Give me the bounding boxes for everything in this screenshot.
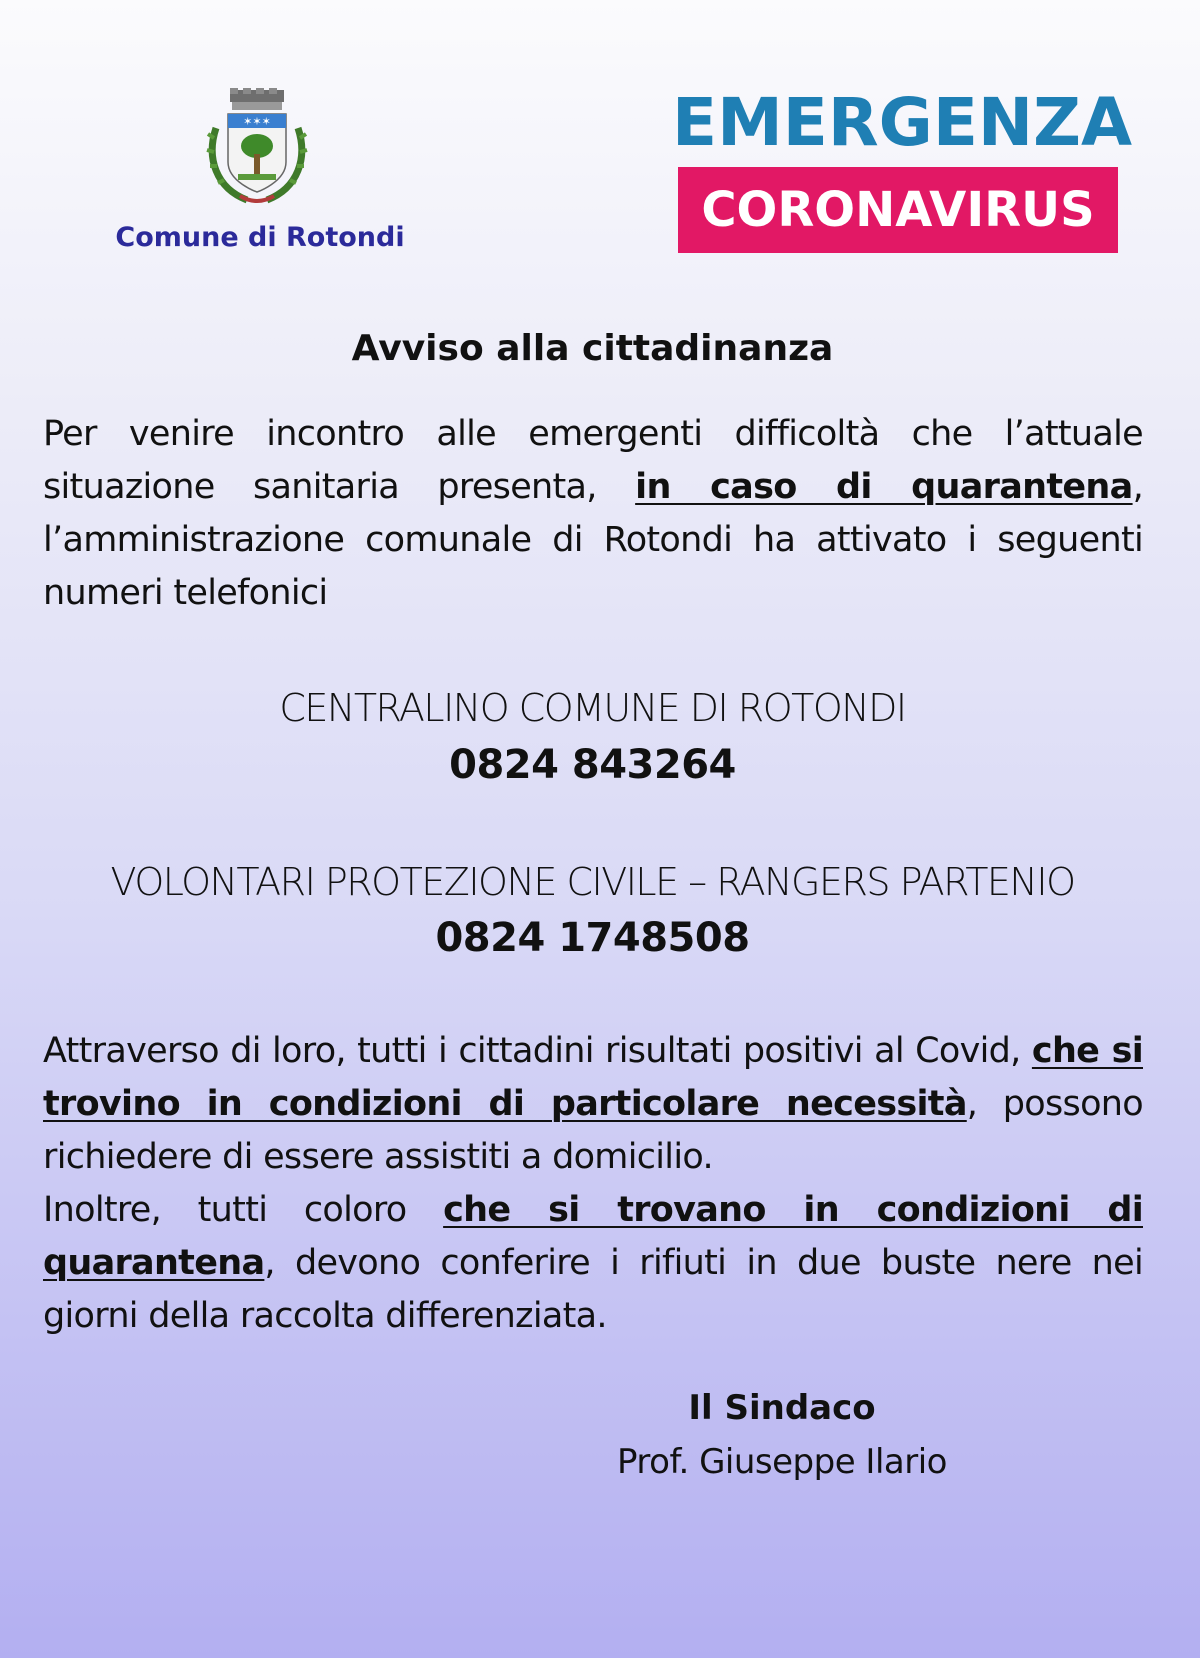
closing-text-1-end: , possono richiedere di essere assistiti a domicilio. — [43, 1084, 1143, 1177]
contact-label-protezione-civile: VOLONTARI PROTEZIONE CIVILE – RANGERS PARTENIO — [110, 860, 1075, 904]
signature-name: Prof. Giuseppe Ilario — [617, 1442, 947, 1482]
emergenza-heading: EMERGENZA — [672, 84, 1133, 161]
closing-paragraph — [43, 1025, 1143, 1343]
closing-highlight-1: che si trovino in condizioni di particolare necessità — [43, 1031, 1143, 1124]
contact-label-centralino: CENTRALINO COMUNE DI ROTONDI — [279, 686, 906, 730]
contact-number-protezione-civile: 0824 1748508 — [435, 915, 750, 961]
intro-text-end: , l’amministrazione comunale di Rotondi ha attivato i seguenti numeri telefonici — [43, 467, 1144, 613]
comune-name: Comune di Rotondi — [115, 222, 405, 253]
contact-number-centralino: 0824 843264 — [449, 742, 736, 788]
svg-text:✶✶✶: ✶✶✶ — [243, 115, 271, 128]
closing-text-2-end: , devono conferire i rifiuti in due buste nere nei giorni della raccolta differenziata. — [43, 1243, 1143, 1336]
intro-highlight: in caso di quarantena — [635, 467, 1133, 507]
closing-highlight-2: che si trovano in condizioni di quarantena — [43, 1190, 1143, 1283]
closing-text-2: Inoltre, tutti coloro — [43, 1190, 444, 1230]
coronavirus-banner — [678, 167, 1118, 253]
signature-role: Il Sindaco — [688, 1388, 876, 1428]
notice-title: Avviso alla cittadinanza — [351, 328, 834, 369]
comune-crest-icon — [202, 88, 312, 208]
closing-text-1: Attraverso di loro, tutti i cittadini risultati positivi al Covid, — [43, 1031, 1032, 1071]
intro-text: Per venire incontro alle emergenti difficoltà che l’attuale situazione sanitaria presenta, — [43, 414, 1143, 507]
coronavirus-heading: CORONAVIRUS — [701, 182, 1095, 238]
intro-paragraph — [43, 408, 1143, 620]
